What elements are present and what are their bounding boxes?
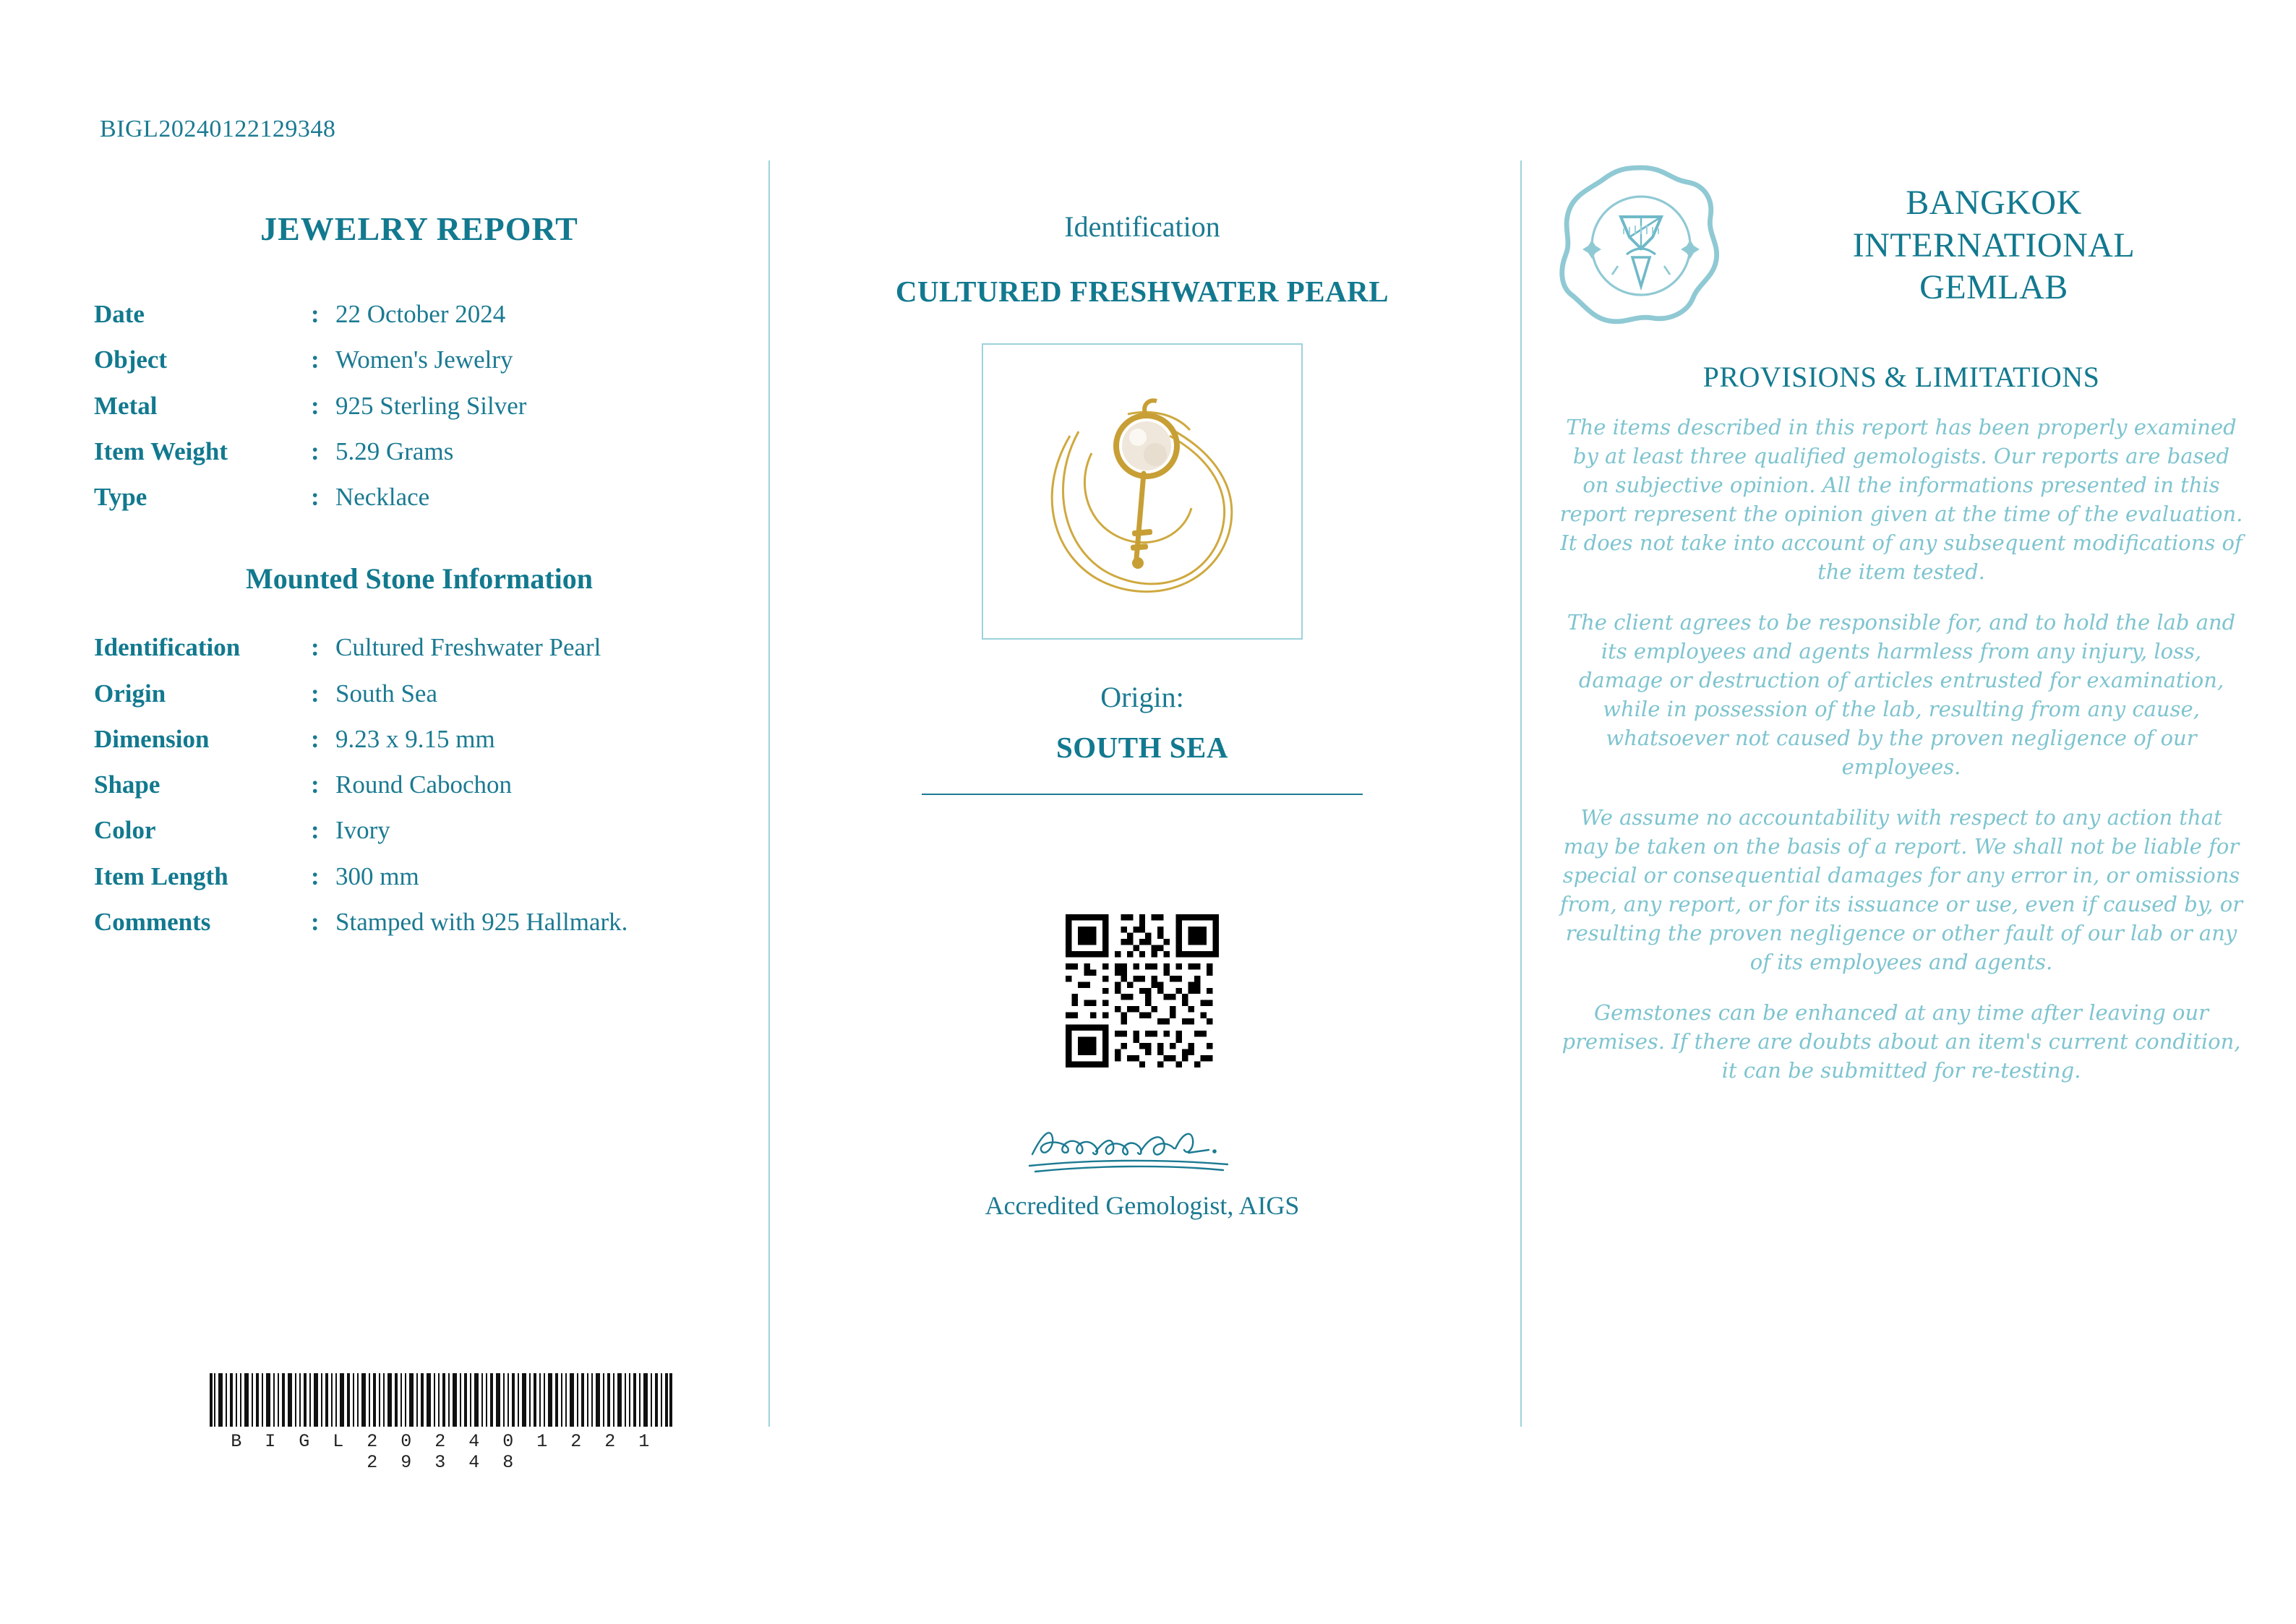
table-row — [94, 383, 745, 429]
mounted-stone-table — [94, 624, 745, 945]
field-value: Necklace — [335, 483, 430, 511]
table-row — [94, 716, 745, 762]
brand-header — [1554, 159, 2248, 332]
left-column — [94, 210, 745, 945]
signature-icon — [1019, 1115, 1265, 1182]
field-label: Date — [94, 300, 145, 328]
table-row — [94, 854, 745, 899]
field-colon: : — [311, 345, 320, 374]
field-value: 9.23 x 9.15 mm — [335, 724, 495, 753]
field-colon: : — [311, 679, 320, 708]
page-title: JEWELRY REPORT — [260, 210, 578, 247]
table-row — [94, 807, 745, 853]
field-colon: : — [311, 724, 320, 753]
field-colon: : — [311, 391, 320, 420]
field-label: Origin — [94, 679, 166, 708]
section-title-mounted-stone: Mounted Stone Information — [245, 562, 594, 596]
field-label: Type — [94, 483, 147, 511]
jewelry-details-table — [94, 291, 745, 520]
signature-caption: Accredited Gemologist, AIGS — [985, 1191, 1300, 1220]
origin-label: Origin: — [1100, 681, 1184, 713]
field-value: Round Cabochon — [335, 770, 513, 799]
barcode-block — [210, 1373, 672, 1473]
item-photo-frame — [982, 343, 1303, 640]
provisions-paragraph: The items described in this report has been properly examined by at least three qualified gemologists. Our reports are based on subjective opinion. All the informations presented in this report represent the opinion given at the time of the evaluation. It does not take into account of any subsequent modifications of the item tested. — [1559, 415, 2243, 585]
field-label: Object — [94, 345, 168, 374]
table-row — [94, 899, 745, 945]
field-value: 22 October 2024 — [335, 300, 506, 328]
field-colon: : — [311, 483, 320, 511]
table-row — [94, 762, 745, 807]
table-row — [94, 337, 745, 382]
field-colon: : — [311, 300, 320, 328]
field-colon: : — [311, 907, 320, 936]
field-colon: : — [311, 633, 320, 662]
brand-title — [1747, 182, 2248, 309]
report-number: BIGL20240122129348 — [100, 116, 336, 142]
brand-line-1: BANGKOK — [1906, 184, 2082, 223]
identification-label: Identification — [1064, 210, 1220, 243]
field-label: Dimension — [94, 724, 210, 753]
brand-line-2: INTERNATIONAL — [1852, 225, 2136, 265]
center-column — [795, 210, 1489, 1220]
qr-code-icon[interactable] — [1066, 914, 1219, 1067]
table-row — [94, 624, 745, 670]
field-value: Cultured Freshwater Pearl — [335, 633, 601, 662]
origin-value: SOUTH SEA — [1055, 731, 1229, 764]
identification-value: CULTURED FRESHWATER PEARL — [895, 275, 1389, 308]
table-row — [94, 429, 745, 474]
table-row — [94, 671, 745, 716]
field-colon: : — [311, 816, 320, 845]
necklace-photo — [983, 345, 1301, 638]
provisions-title: PROVISIONS & LIMITATIONS — [1702, 361, 2100, 393]
field-label: Shape — [94, 770, 160, 799]
barcode-image — [210, 1373, 672, 1427]
column-divider-left — [768, 160, 770, 1427]
field-value: South Sea — [335, 679, 437, 708]
provisions-paragraph: The client agrees to be responsible for, and to hold the lab and its employees and agents harmless from any injury, loss, damage or destruction of articles entrusted for examination, while in possession of the lab, resulting from any cause, whatsoever not caused by the proven negligence of our employees. — [1567, 610, 2236, 780]
barcode-number: B I G L 2 0 2 4 0 1 2 2 1 2 9 3 4 8 — [231, 1431, 656, 1473]
table-row — [94, 291, 745, 337]
field-value: Ivory — [335, 816, 390, 845]
field-value: Stamped with 925 Hallmark. — [335, 907, 628, 936]
qr-code-block[interactable] — [795, 914, 1489, 1067]
field-label: Item Length — [94, 862, 228, 890]
field-value: Women's Jewelry — [335, 345, 513, 374]
field-value: 925 Sterling Silver — [335, 391, 527, 420]
field-label: Comments — [94, 907, 211, 936]
provisions-paragraph: Gemstones can be enhanced at any time after leaving our premises. If there are doubts about an item's current condition, it can be submitted for re-testing. — [1562, 1000, 2241, 1083]
field-colon: : — [311, 770, 320, 799]
field-label: Metal — [94, 391, 158, 420]
gemlab-logo-icon — [1554, 159, 1728, 332]
brand-line-3: GEMLAB — [1919, 268, 2068, 307]
field-value: 300 mm — [335, 862, 419, 890]
field-colon: : — [311, 437, 320, 465]
field-colon: : — [311, 862, 320, 890]
field-label: Color — [94, 816, 156, 845]
table-row — [94, 474, 745, 520]
field-value: 5.29 Grams — [335, 437, 454, 465]
right-column — [1554, 159, 2248, 1107]
field-label: Item Weight — [94, 437, 228, 465]
field-label: Identification — [94, 633, 241, 662]
horizontal-rule — [922, 794, 1363, 795]
provisions-paragraph: We assume no accountability with respect to any action that may be taken on the basis of a report. We shall not be liable for special or consequential damages for any error in, or omissions from, any report, or for its issuance or use, even if caused by, or resulting the proven negligence or other fault of our lab or any of its employees and agents. — [1559, 805, 2243, 975]
signature-block — [795, 1115, 1489, 1220]
column-divider-right — [1520, 160, 1522, 1427]
